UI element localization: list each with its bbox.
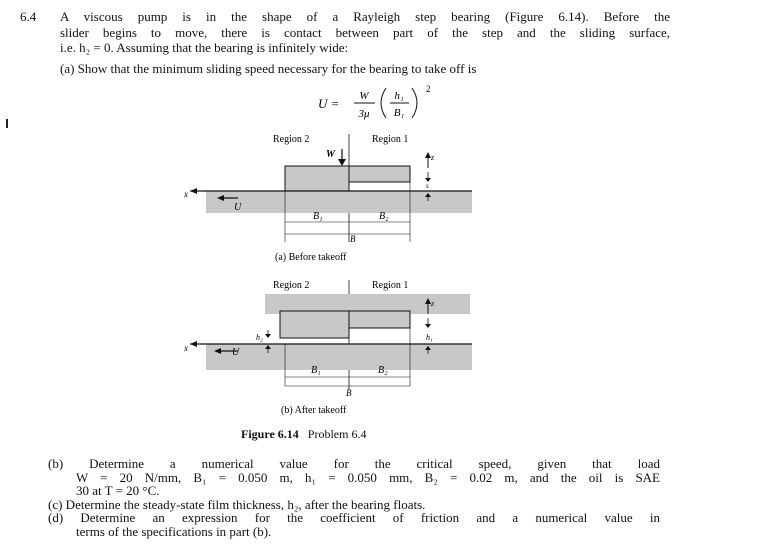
part-b-line-3: 30 at T = 20 °C. (76, 483, 160, 498)
part-d-line-2: terms of the specifications in part (b). (76, 523, 272, 539)
problem-number: 6.4 (20, 9, 37, 24)
figure-caption-label: Figure 6.14 (241, 427, 299, 441)
intro-line-3: i.e. h₂ = 0. Assuming that the bearing is infinitely wide: (60, 40, 349, 55)
equation-exponent: 2 (426, 84, 431, 94)
equation-lhs: U = (318, 96, 340, 111)
fig-b-h1-label: h₁ (426, 333, 433, 342)
part-b-line-2: W = 20 N/mm, B₁ = 0.050 m, h₁ = 0.050 mm, B₂ = 0.02 m, and the oil is SAE (76, 469, 660, 485)
problem-parts-list (48, 457, 660, 538)
part-b-line-1: (b) Determine a numerical value for the critical speed, given that load (48, 456, 660, 471)
fig-a-load-label: W (326, 149, 335, 160)
fig-a-z-label: z (431, 153, 435, 162)
fig-a-load-arrowhead (338, 159, 346, 166)
fig-a-step-region-1 (349, 166, 410, 182)
equation-right-paren (412, 88, 417, 118)
fig-b-b2-label: B₂ (378, 365, 388, 376)
fig-a-x-arrowhead (190, 188, 197, 194)
part-d-line-1: (d) Determine an expression for the coefficient of friction and a numerical value in (48, 510, 660, 525)
fig-b-step-region-2 (280, 311, 349, 338)
fig-b-caption: (b) After takeoff (281, 405, 347, 416)
fig-a-u-label: U (234, 202, 242, 213)
fig-a-slider (206, 191, 472, 213)
fig-a-caption: (a) Before takeoff (275, 252, 347, 263)
figure-caption-title: Problem 6.4 (307, 427, 367, 441)
intro-line-1: A viscous pump is in the shape of a Rayleigh step bearing (Figure 6.14). Before the (60, 9, 670, 24)
equation-denominator: 3μ (358, 108, 370, 120)
fig-b-x-label: x (184, 343, 188, 353)
takeoff-speed-equation (300, 82, 450, 126)
fig-b-h2-arrowhead-down (265, 334, 271, 338)
figure-b-after-takeoff (180, 274, 480, 420)
fig-b-slider (206, 344, 472, 370)
equation-left-paren (381, 88, 386, 118)
fig-b-b1-label: B₁ (311, 365, 321, 376)
fig-a-b-label: B (350, 234, 356, 244)
fig-b-h2-label: h₂ (256, 333, 263, 342)
fig-b-step-region-1 (349, 311, 410, 328)
figure-a-before-takeoff (180, 128, 480, 265)
fig-b-region-2-label: Region 2 (273, 280, 310, 291)
figure-caption (241, 427, 366, 442)
part-c: (c) Determine the steady-state film thickness, h₂, after the bearing floats. (48, 496, 426, 512)
fig-b-h1-arrowhead-down (425, 324, 431, 328)
part-a-text: (a) Show that the minimum sliding speed necessary for the bearing to take off is (60, 61, 477, 76)
text-cursor-mark (6, 119, 8, 128)
fig-b-z-label: z (431, 299, 435, 308)
fig-a-b2-label: B₂ (379, 211, 389, 222)
fig-a-x-label: x (184, 189, 188, 199)
fig-b-b-label: B (346, 388, 352, 398)
equation-inner-numerator: h₁ (394, 90, 404, 102)
fig-a-s-label: s (426, 182, 429, 190)
fig-b-u-label: U (232, 347, 240, 358)
equation-inner-denominator: B₁ (393, 107, 405, 119)
fig-b-region-1-label: Region 1 (372, 280, 409, 291)
fig-b-x-arrowhead (190, 341, 197, 347)
problem-intro (60, 9, 670, 56)
fig-a-region-1-label: Region 1 (372, 134, 409, 145)
fig-a-region-2-label: Region 2 (273, 134, 310, 145)
equation-numerator: W (359, 90, 369, 102)
intro-line-2: slider begins to move, there is contact between part of the step and the sliding surface, (60, 24, 670, 40)
fig-a-b1-label: B₁ (313, 211, 323, 222)
fig-a-step-region-2 (285, 166, 349, 191)
